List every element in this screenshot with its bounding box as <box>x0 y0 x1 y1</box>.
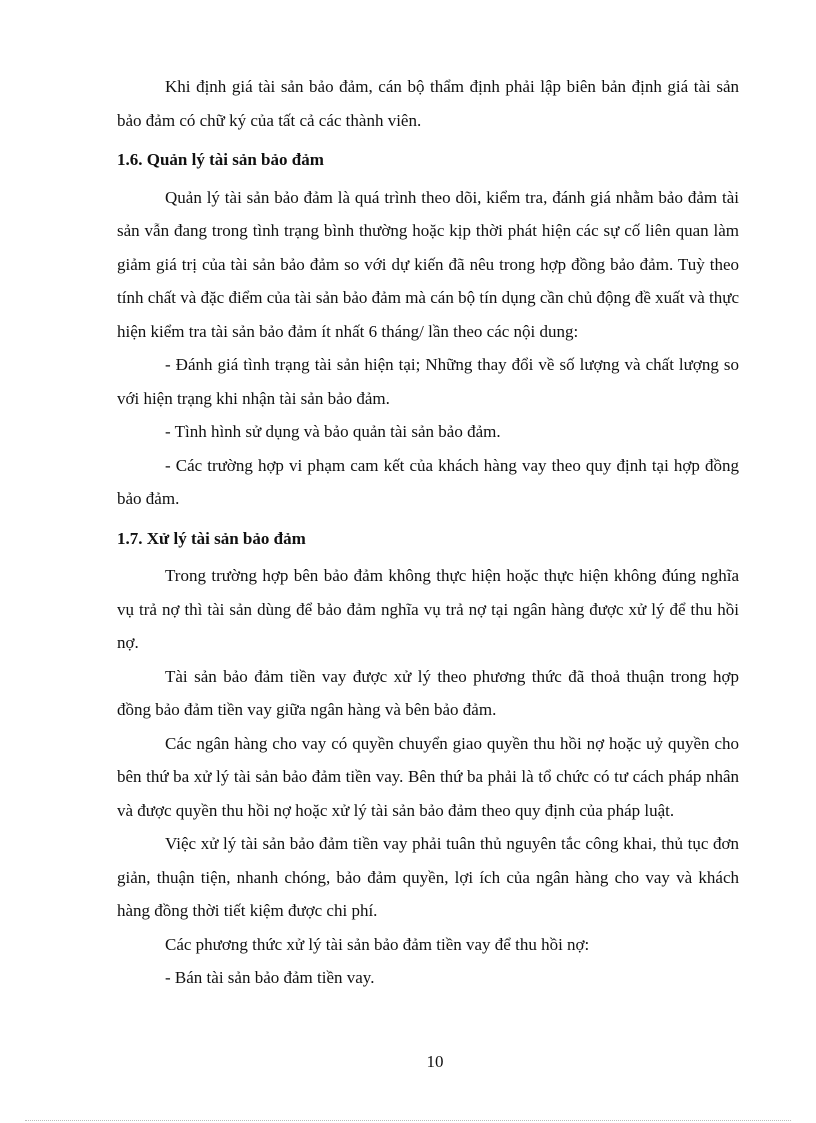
section-heading-1-6: 1.6. Quản lý tài sản bảo đảm <box>117 150 324 169</box>
paragraph-valuation-record: Khi định giá tài sản bảo đảm, cán bộ thẩm định phải lập biên bản định giá tài sản bảo đảm có chữ ký của tất cả các thành viên. <box>117 77 739 130</box>
bullet-sell-asset: - Bán tài sản bảo đảm tiền vay. <box>165 968 375 987</box>
page-number: 10 <box>426 1052 444 1071</box>
bullet-commitment-violations: - Các trường hợp vi phạm cam kết của khách hàng vay theo quy định tại hợp đồng bảo đảm. <box>117 455 739 508</box>
paragraph-principles: Việc xử lý tài sản bảo đảm tiền vay phải tuân thủ nguyên tắc công khai, thủ tục đơn giản, thuận tiện, nhanh chóng, bảo đảm quyền, lợi ích của ngân hàng cho vay và khách hàng đồng thời tiết kiệm được chi phí. <box>117 834 739 920</box>
paragraph-agreed-method: Tài sản bảo đảm tiền vay được xử lý theo phương thức đã thoả thuận trong hợp đồng bảo đảm tiền vay giữa ngân hàng và bên bảo đảm. <box>117 666 739 719</box>
document-page <box>117 70 739 995</box>
footer-divider <box>25 1120 791 1121</box>
bullet-usage-status: - Tình hình sử dụng và bảo quản tài sản bảo đảm. <box>165 422 501 441</box>
paragraph-asset-management: Quản lý tài sản bảo đảm là quá trình theo dõi, kiểm tra, đánh giá nhằm bảo đảm tài sản vẫn đang trong tình trạng bình thường hoặc kịp thời phát hiện các sự cố liên quan làm giảm giá trị của tài sản bảo đảm so với dự kiến đã nêu trong hợp đồng bảo đảm. Tuỳ theo tính chất và đặc điểm của tài sản bảo đảm mà cán bộ tín dụng cần chủ động đề xuất và thực hiện kiểm tra tài sản bảo đảm ít nhất 6 tháng/ lần theo các nội dung: <box>117 187 739 341</box>
paragraph-default-case: Trong trường hợp bên bảo đảm không thực hiện hoặc thực hiện không đúng nghĩa vụ trả nợ thì tài sản dùng để bảo đảm nghĩa vụ trả nợ tại ngân hàng được xử lý để thu hồi nợ. <box>117 566 739 652</box>
paragraph-methods-intro: Các phương thức xử lý tài sản bảo đảm tiền vay để thu hồi nợ: <box>165 934 590 954</box>
bullet-condition-assessment: - Đánh giá tình trạng tài sản hiện tại; Những thay đổi về số lượng và chất lượng so với hiện trạng khi nhận tài sản bảo đảm. <box>117 355 739 408</box>
section-heading-1-7: 1.7. Xử lý tài sản bảo đảm <box>117 528 306 548</box>
paragraph-third-party: Các ngân hàng cho vay có quyền chuyển giao quyền thu hồi nợ hoặc uỷ quyền cho bên thứ ba xử lý tài sản bảo đảm tiền vay. Bên thứ ba phải là tổ chức có tư cách pháp nhân và được quyền thu hồi nợ hoặc xử lý tài sản bảo đảm theo quy định của pháp luật. <box>117 733 739 820</box>
